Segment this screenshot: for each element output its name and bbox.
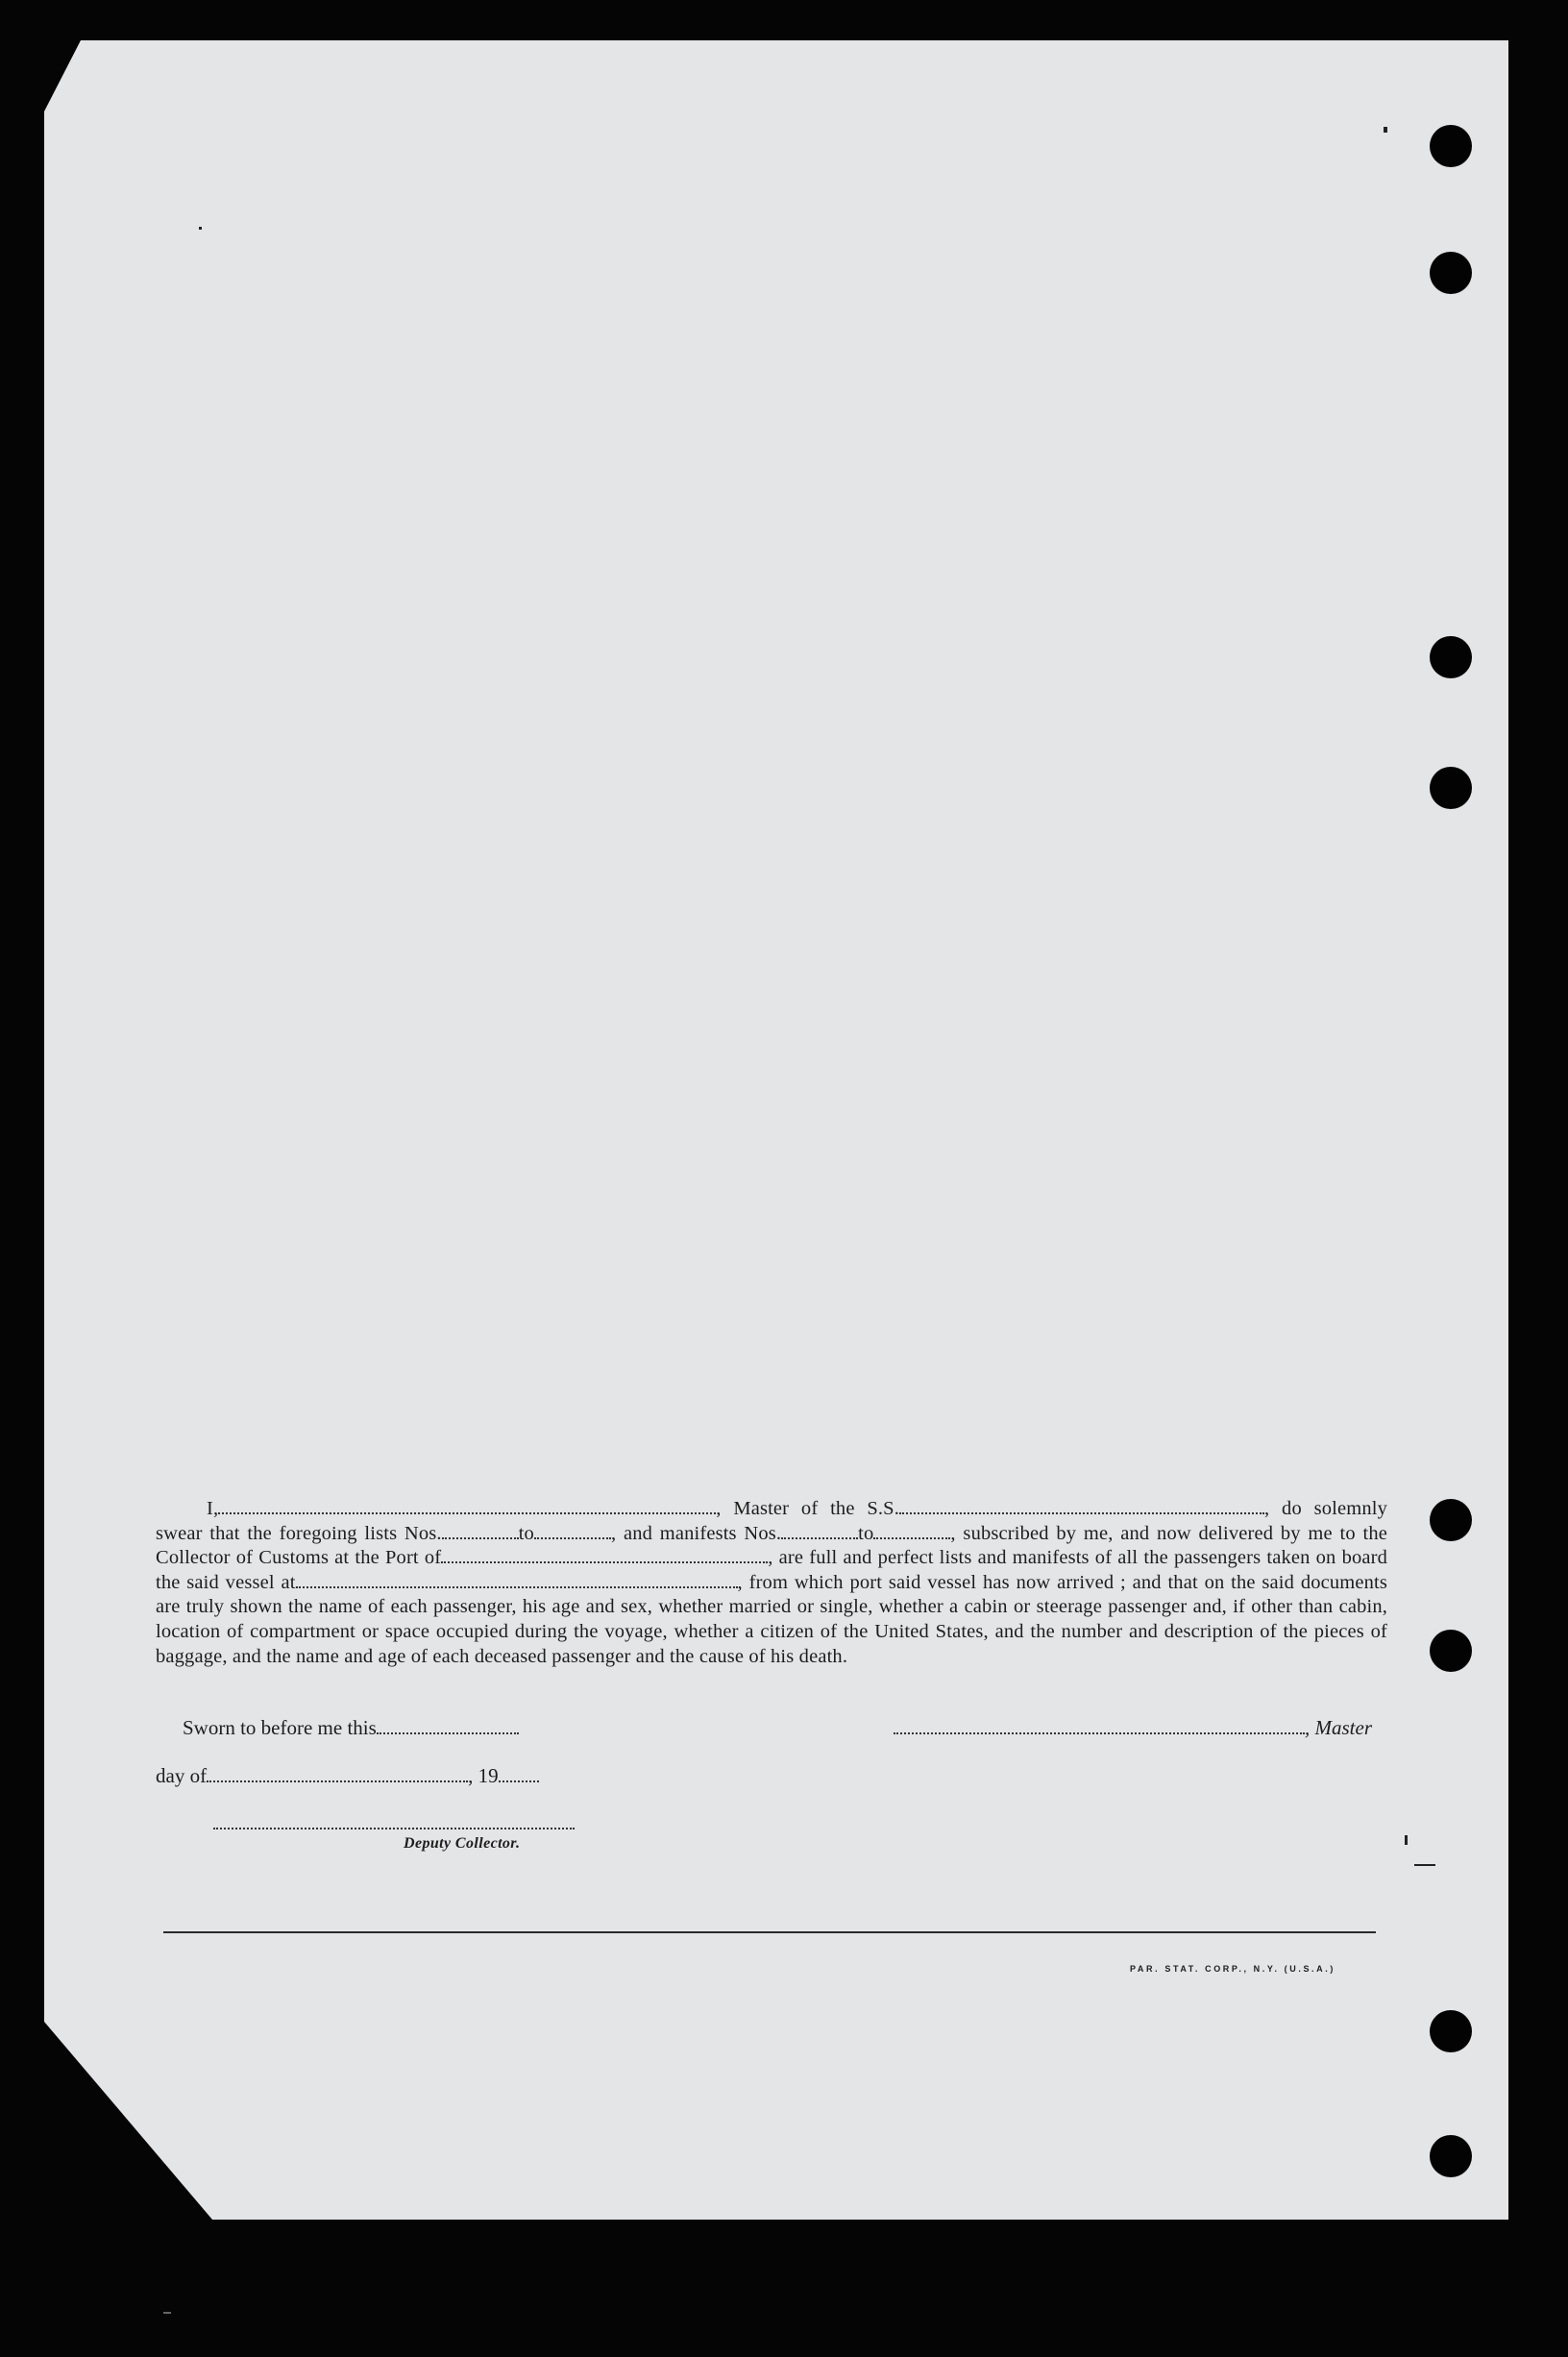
binder-hole-8: [1430, 2135, 1472, 2177]
scan-speck: [1414, 1864, 1435, 1866]
sworn-line: [183, 1716, 519, 1740]
scan-speck: [199, 227, 202, 230]
binder-hole-6: [1430, 1630, 1472, 1672]
port-of-departure-blank: [296, 1571, 738, 1588]
manifests-to-blank: [873, 1522, 950, 1539]
oath-i: I,: [207, 1498, 219, 1519]
binder-hole-2: [1430, 252, 1472, 294]
vessel-name-blank: [899, 1497, 1264, 1514]
month-blank: [207, 1765, 468, 1782]
binder-hole-5: [1430, 1499, 1472, 1541]
oath-from-which: , from which port said vessel has now arrived ; and that on the said documents are truly shown the name of each passenger, his age and sex, whether married or single, whether a cabin or steerage passenger and, if other than cabin, location of compartment or space occupied during the voyage, whether a citizen of the United States, and the number and description of the pieces of baggage, and the name and age of each deceased passenger and the cause of his death.: [156, 1571, 1387, 1667]
sworn-text: Sworn to before me this: [183, 1716, 377, 1739]
sworn-day-blank: [377, 1717, 519, 1734]
year-prefix: , 19: [468, 1764, 499, 1787]
master-signature-line: [894, 1716, 1372, 1740]
master-label: , Master: [1305, 1716, 1372, 1739]
master-signature-blank: [894, 1717, 1305, 1734]
manifests-from-blank: [781, 1522, 858, 1539]
footer-rule: [163, 1931, 1376, 1933]
oath-do-solemnly: , do solemnly swear that the foregoing lists Nos.: [156, 1498, 1387, 1544]
oath-and-manifests: , and manifests Nos.: [610, 1522, 782, 1544]
oath-paragraph: [156, 1497, 1387, 1669]
oath-subscribed: , subscribed by me, and now delivered by me to the Collector of Customs at the Port of: [156, 1522, 1387, 1569]
day-of-text: day of: [156, 1764, 208, 1787]
scan-speck: [1384, 127, 1387, 133]
lists-to-blank: [534, 1522, 611, 1539]
deputy-collector-label: Deputy Collector.: [404, 1835, 521, 1852]
binder-hole-1: [1430, 125, 1472, 167]
lists-from-blank: [442, 1522, 519, 1539]
binder-hole-3: [1430, 636, 1472, 678]
printer-imprint: PAR. STAT. CORP., N.Y. (U.S.A.): [1130, 1964, 1335, 1974]
day-of-line: [156, 1764, 539, 1788]
port-blank: [441, 1546, 768, 1563]
binder-hole-4: [1430, 767, 1472, 809]
scan-speck: [1405, 1835, 1408, 1845]
form-page: [44, 40, 1508, 2220]
oath-are-full: , are full and perfect lists and manifests of all the passengers taken on board the said vessel at: [156, 1547, 1387, 1593]
master-name-blank: [218, 1497, 716, 1514]
oath-to-1: to: [518, 1522, 534, 1544]
oath-to-2: to: [858, 1522, 874, 1544]
scan-speck: [163, 2312, 171, 2314]
deputy-signature-blank: [213, 1828, 575, 1829]
binder-hole-7: [1430, 2010, 1472, 2052]
oath-master-of: , Master of the S.S.: [716, 1498, 899, 1519]
year-blank: [499, 1765, 539, 1782]
